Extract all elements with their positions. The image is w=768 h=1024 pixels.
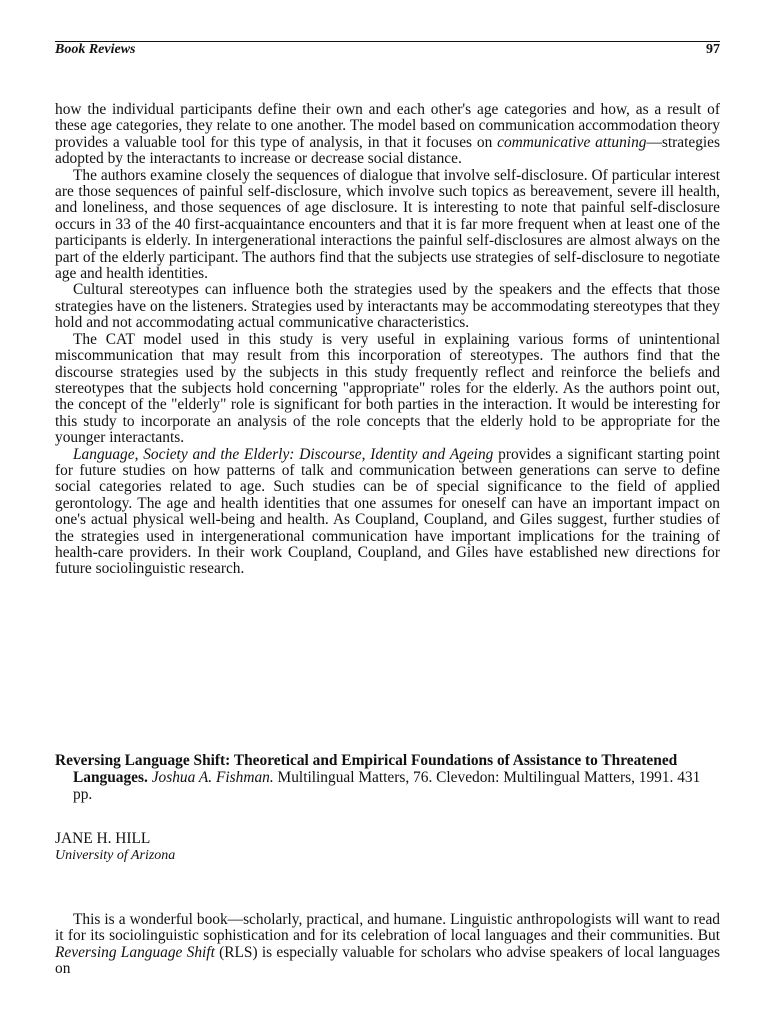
new-review-body [55,912,720,978]
reviewed-book-title: Reversing Language Shift: Theoretical and Empirical Foundations of Assistance to Threatened Languages. [55,752,678,786]
paragraph-1-text-a: how the individual participants define their own and each other's age categories and how, as a result of these age categories, they relate to one another. The model based on communication accommodation theory provides a valuable tool for this type of analysis, in that it focuses on [55,101,720,151]
paragraph-3: Cultural stereotypes can influence both the strategies used by the speakers and the effects that those strategies have on the listeners. Strategies used by interactants may be accommodating stereotypes that they hold and not accommodating actual communicative characteristics. [55,281,720,332]
review-text-emphasis: Reversing Language Shift [55,943,215,961]
paragraph-1-text-b: —strategies adopted by the interactants to increase or decrease social distance. [55,133,720,168]
running-title: Book Reviews [55,42,136,57]
review-text-a: This is a wonderful book—scholarly, practical, and humane. Linguistic anthropologists will want to read it for its sociolinguistic sophistication and for its celebration of local languages and their communities. But [55,911,720,945]
paragraph-5 [55,447,720,578]
page-number: 97 [706,42,720,57]
paragraph-5-book-title: Language, Society and the Elderly: Discourse, Identity and Ageing [73,445,494,463]
paragraph-5-text: provides a significant starting point for future studies on how patterns of talk and communication between generations can serve to define social categories related to age. Such studies can be of special significance to the field of applied gerontology. The age and health identities that one assumes for oneself can have an important impact on one's actual physical well-being and health. As Coupland, Coupland, and Giles suggest, further studies of the strategies used in intergenerational communication have important implications for the training of health-care providers. In their work Coupland, Coupland, and Giles have established new directions for future sociolinguistic research. [55,445,721,578]
review-paragraph-1 [55,912,720,978]
review-text-b: (RLS) is especially valuable for scholars who advise speakers of local languages on [55,943,720,978]
paragraph-1 [55,102,720,168]
paragraph-2: The authors examine closely the sequences of dialogue that involve self-disclosure. Of particular interest are those sequences of painful self-disclosure, which involve such topics as bereavement, severe ill health, and loneliness, and those sequences of age disclosure. It is interesting to note that painful self-disclosure occurs in 33 of the 40 first-acquaintance encounters and that it is far more frequent when at least one of the participants is elderly. In intergenerational interactions the painful self-disclosures are almost always on the part of the elderly participant. The authors find that the subjects use strategies of self-disclosure to negotiate age and health identities. [55,166,720,283]
reviewed-book-publication: Multilingual Matters, 76. Clevedon: Multilingual Matters, 1991. 431 pp. [73,769,701,803]
running-header [55,42,720,60]
review-citation [55,752,720,803]
reviewed-book-author: Joshua A. Fishman. [151,769,274,786]
reviewer-affiliation: University of Arizona [55,848,176,863]
reviewer-name: JANE H. HILL [55,830,151,847]
paragraph-4: The CAT model used in this study is very useful in explaining various forms of unintentional miscommunication that may result from this incorporation of stereotypes. The authors find that the discourse strategies used by the subjects in this study frequently reflect and reinforce the beliefs and stereotypes that the subjects hold concerning "appropriate" roles for the elderly. As the authors point out, the concept of the "elderly" role is significant for both parties in the interaction. It would be interesting for this study to incorporate an analysis of the role concepts that the elderly hold to be appropriate for the younger interactants. [55,330,720,447]
paragraph-1-emphasis: communicative attuning [497,133,647,151]
previous-review-body [55,102,720,578]
reviewer-block [55,830,175,864]
